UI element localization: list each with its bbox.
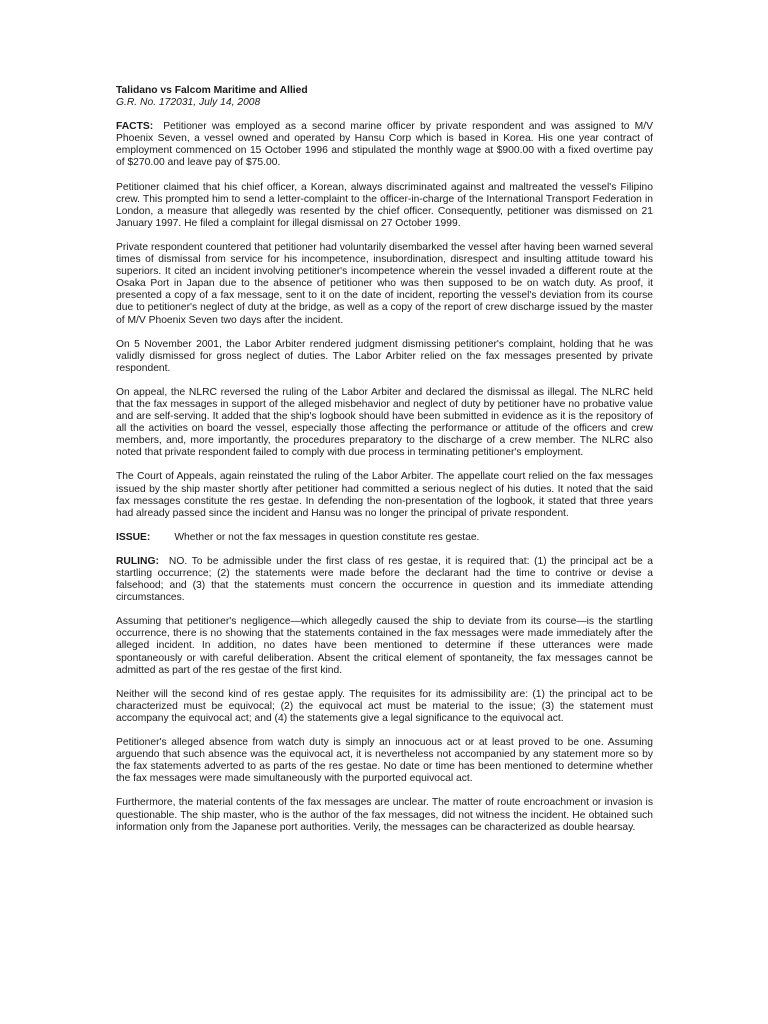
body-paragraph-counter: Private respondent countered that petitioner had voluntarily disembarked the vessel after having been warned several times of dismissal from service for his incompetence, insubordination, disrespect and insulting attitude toward his superiors. It cited an incident involving petitioner's incompetence wherein the vessel invaded a different route at the Osaka Port in Japan due to the absence of petitioner who was then supposed to be on watch duty. As proof, it presented a copy of a fax message, sent to it on the date of incident, reporting the vessel's deviation from its course due to petitioner's neglect of duty at the bridge, as well as a copy of the report of crew discharge issued by the master of M/V Phoenix Seven two days after the incident. (116, 241, 653, 326)
facts-label: FACTS: (116, 121, 154, 133)
body-paragraph-labor-arbiter: On 5 November 2001, the Labor Arbiter rendered judgment dismissing petitioner's complaint, holding that he was validly dismissed for gross neglect of duties. The Labor Arbiter relied on the fax messages presented by private respondent. (116, 338, 653, 374)
facts-paragraph (116, 121, 653, 169)
ruling-paragraph-absence: Petitioner's alleged absence from watch duty is simply an innocuous act or at least proved to be one. Assuming arguendo that such absence was the equivocal act, it is nevertheless not accompanied by any statement more so by the fax statements adverted to as parts of the res gestae. No date or time has been mentioned to determine whether the fax messages were made simultaneously with the purported equivocal act. (116, 737, 653, 785)
case-citation: G.R. No. 172031, July 14, 2008 (116, 97, 261, 109)
case-title: Talidano vs Falcom Maritime and Allied (116, 85, 308, 96)
body-paragraph-nlrc: On appeal, the NLRC reversed the ruling of the Labor Arbiter and declared the dismissal as illegal. The NLRC held that the fax messages in support of the alleged misbehavior and neglect of duty by petitioner have no probative value and are self-serving. It added that the ship's logbook should have been submitted in evidence as it is the repository of all the activities on board the vessel, especially those affecting the performance or attitude of the officers and crew members, and, more importantly, the procedures preparatory to the discharge of a crew member. The NLRC also noted that private respondent failed to comply with due process in terminating petitioner's employment. (116, 386, 653, 459)
issue-paragraph (116, 532, 653, 544)
case-digest-page (116, 85, 653, 846)
ruling-paragraph-spontaneity: Assuming that petitioner's negligence—which allegedly caused the ship to deviate from its course—is the startling occurrence, there is no showing that the statements contained in the fax messages were made immediately after the alleged incident. In addition, no dates have been mentioned to determine if these utterances were made spontaneously or with careful deliberation. Absent the critical element of spontaneity, the fax messages cannot be admitted as part of the res gestae of the first kind. (116, 616, 653, 676)
ruling-paragraph (116, 556, 653, 604)
body-paragraph-claim: Petitioner claimed that his chief officer, a Korean, always discriminated against and maltreated the vessel's Filipino crew. This prompted him to send a letter-complaint to the officer-in-charge of the International Transport Federation in London, a measure that allegedly was resented by the chief officer. Consequently, petitioner was dismissed on 21 January 1997. He filed a complaint for illegal dismissal on 27 October 1999. (116, 181, 653, 229)
ruling-paragraph-second-kind: Neither will the second kind of res gestae apply. The requisites for its admissibility are: (1) the principal act to be characterized must be equivocal; (2) the equivocal act must be material to the issue; (3) the statement must accompany the equivocal act; and (4) the statements give a legal significance to the equivocal act. (116, 688, 653, 724)
issue-label: ISSUE: (116, 531, 151, 543)
ruling-text: NO. To be admissible under the first class of res gestae, it is required that: (1) the principal act be a startling occurrence; (2) the statements were made before the declarant had the time to contrive or devise a falsehood; and (3) that the statements must concern the occurrence in question and its immediate attending circumstances. (116, 555, 653, 604)
body-paragraph-court-of-appeals: The Court of Appeals, again reinstated the ruling of the Labor Arbiter. The appellate court relied on the fax messages issued by the ship master shortly after petitioner had committed a serious neglect of his duties. It noted that the said fax messages constitute the res gestae. In defending the non-presentation of the logbook, it stated that three years had already passed since the incident and Hansu was no longer the principal of private respondent. (116, 471, 653, 519)
ruling-paragraph-hearsay: Furthermore, the material contents of the fax messages are unclear. The matter of route encroachment or invasion is questionable. The ship master, who is the author of the fax messages, did not witness the incident. He obtained such information only from the Japanese port authorities. Verily, the messages can be characterized as double hearsay. (116, 797, 653, 833)
issue-text: Whether or not the fax messages in question constitute res gestae. (174, 531, 480, 543)
ruling-label: RULING: (116, 555, 159, 567)
facts-text: Petitioner was employed as a second marine officer by private respondent and was assigned to M/V Phoenix Seven, a vessel owned and operated by Hansu Corp which is based in Korea. His one year contract of employment commenced on 15 October 1996 and stipulated the monthly wage at $900.00 with a fixed overtime pay of $270.00 and leave pay of $75.00. (116, 121, 653, 169)
